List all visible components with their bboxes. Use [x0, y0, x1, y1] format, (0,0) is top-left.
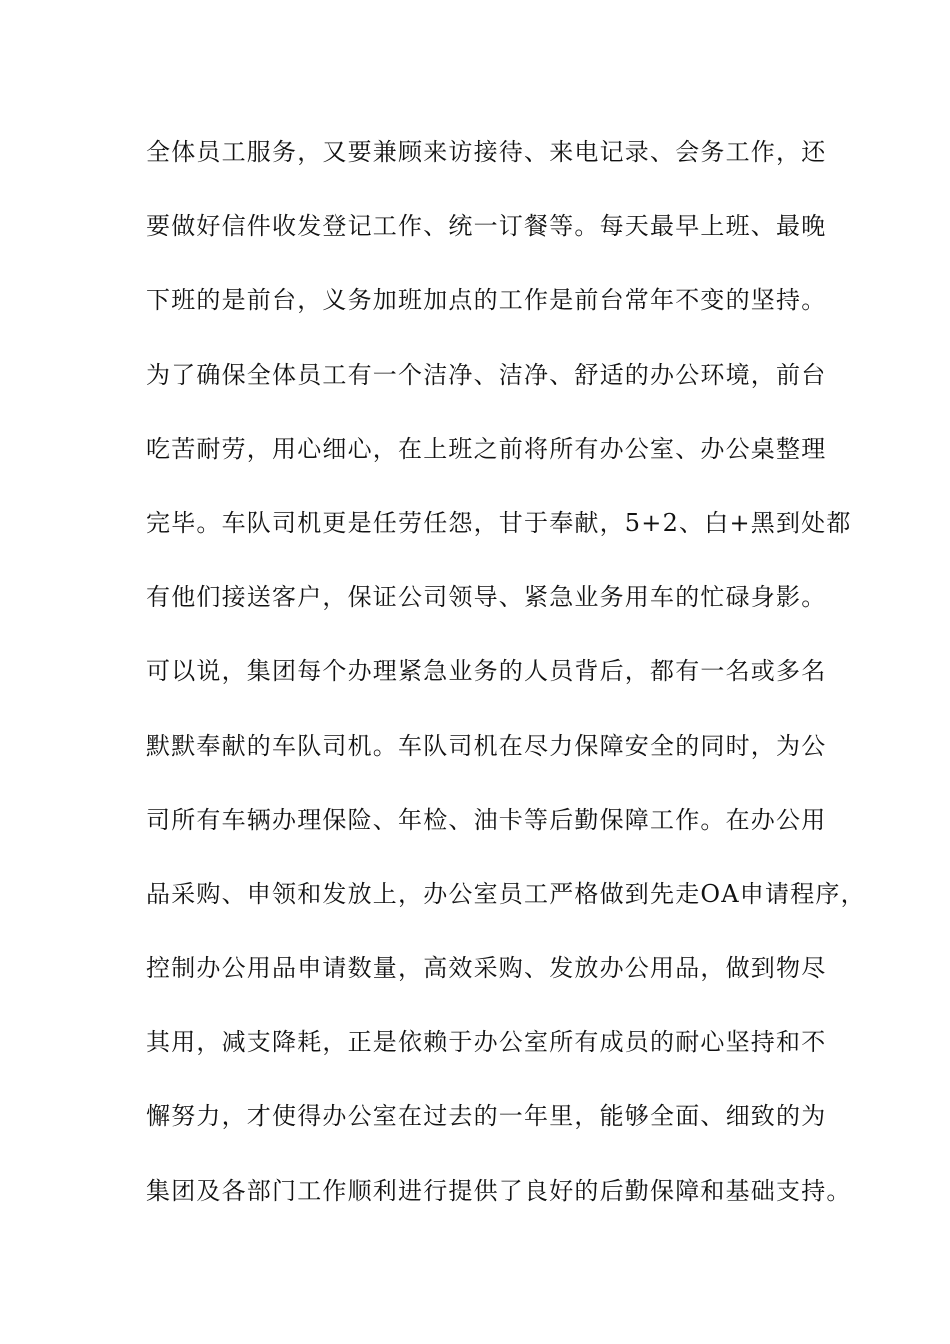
text-line: 品采购、申领和发放上，办公室员工严格做到先走OA申请程序， [146, 879, 866, 908]
text-line: 默默奉献的车队司机。车队司机在尽力保障安全的同时，为公 [146, 731, 827, 760]
body-paragraph [146, 128, 866, 1241]
text-line: 懈努力，才使得办公室在过去的一年里，能够全面、细致的为 [146, 1102, 827, 1131]
text-line: 控制办公用品申请数量，高效采购、发放办公用品，做到物尽 [146, 954, 827, 983]
text-line: 完毕。车队司机更是任劳任怨，甘于奉献，5+2、白+黑到处都 [146, 508, 852, 537]
text-line: 其用，减支降耗，正是依赖于办公室所有成员的耐心坚持和不 [146, 1028, 827, 1057]
text-line: 要做好信件收发登记工作、统一订餐等。每天最早上班、最晚 [146, 212, 827, 241]
text-line: 下班的是前台，义务加班加点的工作是前台常年不变的坚持。 [146, 286, 827, 315]
text-line: 司所有车辆办理保险、年检、油卡等后勤保障工作。在办公用 [146, 805, 827, 834]
text-line: 可以说，集团每个办理紧急业务的人员背后，都有一名或多名 [146, 657, 827, 686]
text-line: 为了确保全体员工有一个洁净、洁净、舒适的办公环境，前台 [146, 360, 827, 389]
text-line: 全体员工服务，又要兼顾来访接待、来电记录、会务工作，还 [146, 138, 827, 166]
text-line: 集团及各部门工作顺利进行提供了良好的后勤保障和基础支持。 [146, 1176, 852, 1205]
text-line: 有他们接送客户，保证公司领导、紧急业务用车的忙碌身影。 [146, 583, 827, 612]
text-line: 吃苦耐劳，用心细心，在上班之前将所有办公室、办公桌整理 [146, 434, 827, 463]
